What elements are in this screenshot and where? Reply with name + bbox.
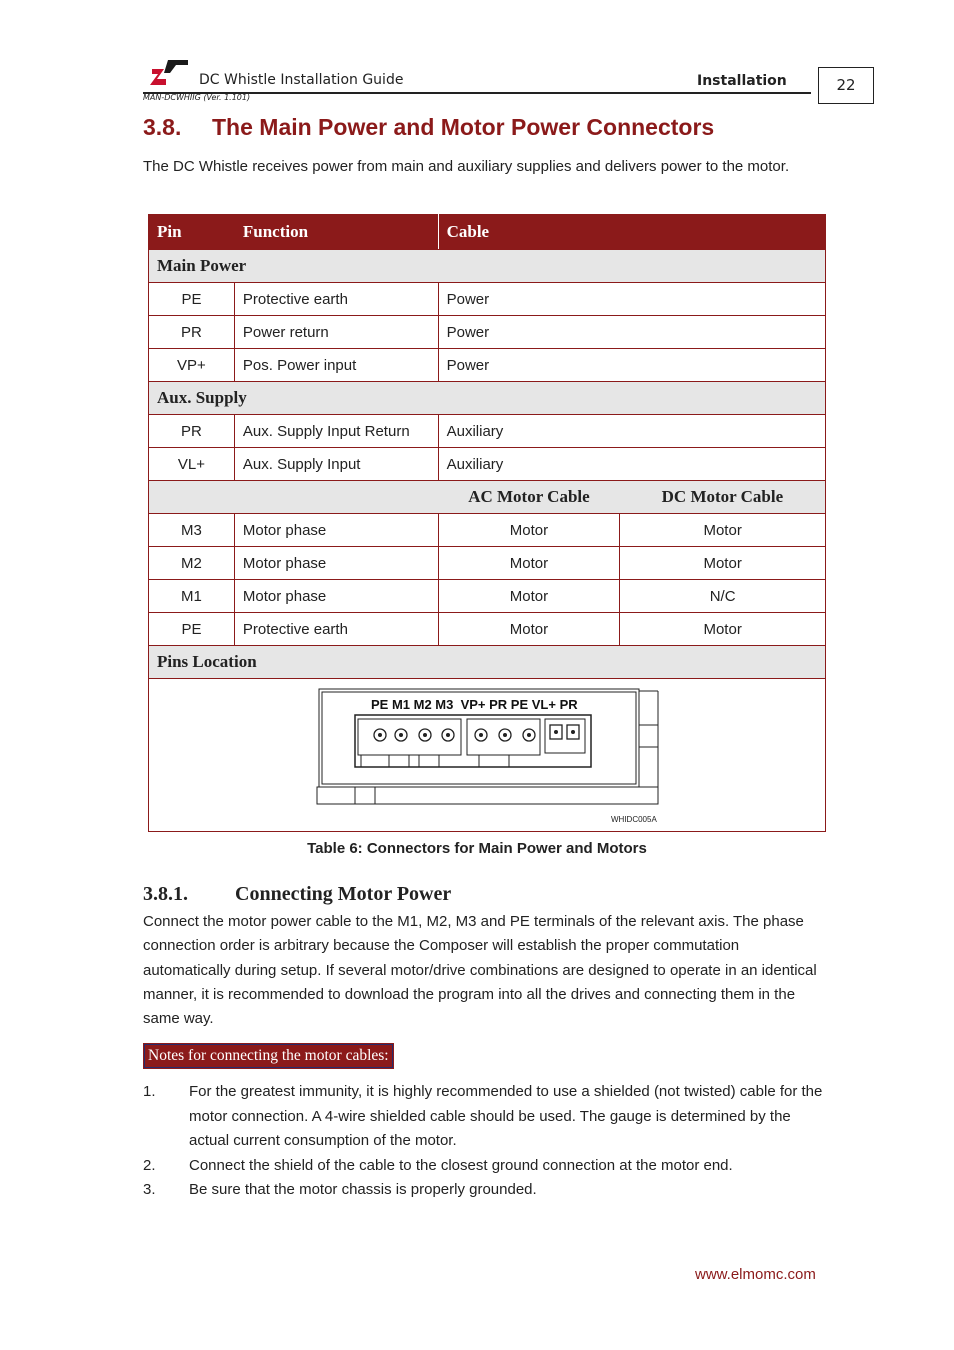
table-caption: Table 6: Connectors for Main Power and Motors xyxy=(307,840,647,857)
diagram-code: WHIDC005A xyxy=(611,815,657,824)
list-item: 3. Be sure that the motor chassis is properly grounded. xyxy=(143,1181,537,1198)
subsection-heading xyxy=(143,883,451,906)
body-paragraph: Connect the motor power cable to the M1, M2, M3 and PE terminals of the relevant axis. The phase connection order is arbitrary because the Composer will establish the proper commutation automatically during setup. If several motor/drive combinations are designed to operate in an identical manner, it is recommended to download the program into all the drives and connecting them in the same way. xyxy=(143,913,817,1028)
table-row: PE Protective earth Power xyxy=(149,283,826,316)
notes-label: Notes for connecting the motor cables: xyxy=(144,1044,393,1068)
section-name: Installation xyxy=(697,73,787,89)
table-row: VP+ Pos. Power input Power xyxy=(149,349,826,382)
diagram-pin-labels: PE M1 M2 M3 VP+ PR PE VL+ PR xyxy=(371,697,578,712)
connector-diagram xyxy=(149,679,825,831)
col-header-cable: Cable xyxy=(438,215,825,250)
group-row-main: Main Power xyxy=(149,250,826,283)
subsection-number: 3.8.1. xyxy=(143,883,188,905)
diagram-row xyxy=(149,679,826,832)
section-title: The Main Power and Motor Power Connectors xyxy=(212,114,715,140)
table-row: PR Power return Power xyxy=(149,316,826,349)
doc-title: DC Whistle Installation Guide xyxy=(199,72,404,88)
group-row-pins: Pins Location xyxy=(149,646,826,679)
list-item: 1. For the greatest immunity, it is highly recommended to use a shielded (not twisted) cable for the motor connection. A 4-wire shielded cable should be used. The gauge is determined by the actual current consumption of the motor. xyxy=(143,1083,823,1149)
doc-version: MAN-DCWHIIG (Ver. 1.101) xyxy=(143,93,251,102)
table-row: PR Aux. Supply Input Return Auxiliary xyxy=(149,415,826,448)
page-number: 22 xyxy=(818,67,874,104)
table-row: VL+ Aux. Supply Input Auxiliary xyxy=(149,448,826,481)
table-row: PE Protective earth Motor Motor xyxy=(149,613,826,646)
connectors-table xyxy=(148,214,826,832)
dc-motor-header: DC Motor Cable xyxy=(620,481,826,514)
ac-motor-header: AC Motor Cable xyxy=(438,481,620,514)
col-header-pin: Pin xyxy=(149,215,235,250)
footer-link[interactable]: www.elmomc.com xyxy=(695,1266,816,1283)
col-header-function: Function xyxy=(234,215,438,250)
elmo-logo xyxy=(148,57,190,89)
table-row: M2 Motor phase Motor Motor xyxy=(149,547,826,580)
table-header-row xyxy=(149,215,826,250)
intro-paragraph: The DC Whistle receives power from main and auxiliary supplies and delivers power to the motor. xyxy=(143,158,790,175)
notes-list xyxy=(143,1080,827,1203)
section-heading xyxy=(143,114,714,141)
list-item: 2. Connect the shield of the cable to the closest ground connection at the motor end. xyxy=(143,1156,733,1174)
table-row: M1 Motor phase Motor N/C xyxy=(149,580,826,613)
section-number: 3.8. xyxy=(143,114,182,140)
table-row: M3 Motor phase Motor Motor xyxy=(149,514,826,547)
group-row-motor-headers xyxy=(149,481,826,514)
subsection-title: Connecting Motor Power xyxy=(235,883,452,905)
group-row-aux: Aux. Supply xyxy=(149,382,826,415)
